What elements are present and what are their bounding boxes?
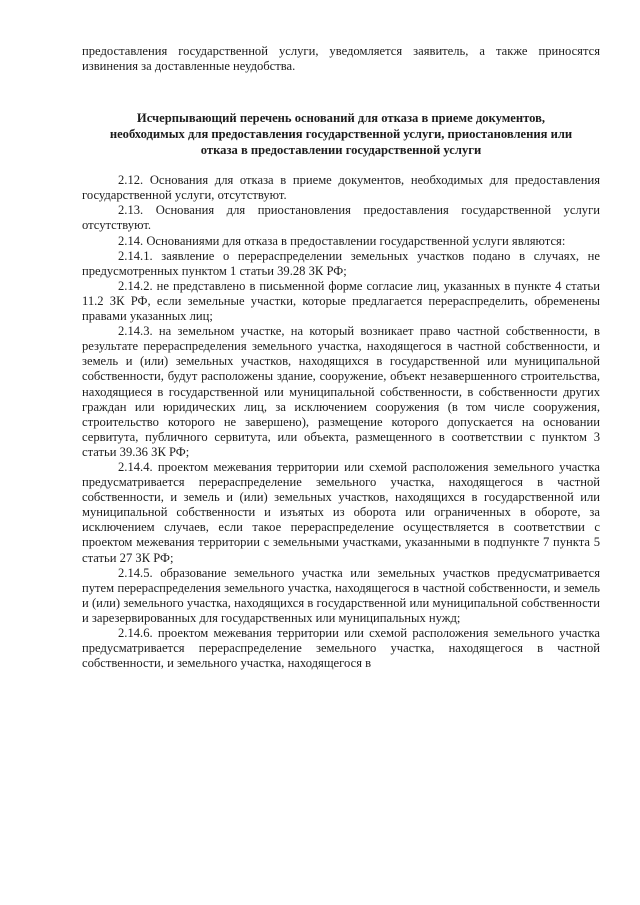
continuation-paragraph: предоставления государственной услуги, уведомляется заявитель, а также приносятся извинения за доставленные неудобства. [82, 44, 600, 74]
paragraph-2-14: 2.14. Основаниями для отказа в предоставлении государственной услуги являются: [118, 233, 566, 248]
paragraph-2-13: 2.13. Основания для приостановления предоставления государственной услуги отсутствуют. [82, 203, 600, 233]
paragraph-2-14-4: 2.14.4. проектом межевания территории или схемой расположения земельного участка предусматривается перераспределение земельного участка, находящегося в частной собственности, и земель и (или) земельных участков, находящихся в государственной или муниципальной собственности и изъятых из оборота или ограниченных в обороте, за исключением случаев, если такое перераспределение осуществляется в соответствии с проектом межевания территории с земельными участками, указанными в подпункте 7 пункта 5 статьи 27 ЗК РФ; [82, 459, 600, 565]
paragraph-2-14-5: 2.14.5. образование земельного участка или земельных участков предусматривается путем перераспределения земельного участка, находящегося в частной собственности, и земель и (или) земельного участка, находящихся в государственной или муниципальной собственности и зарезервированных для государственных или муниципальных нужд; [82, 565, 600, 625]
paragraph-2-14-2: 2.14.2. не представлено в письменной форме согласие лиц, указанных в пункте 4 статьи 11.2 ЗК РФ, если земельные участки, которые предлагается перераспределить, обременены правами указанных лиц; [82, 278, 600, 324]
paragraph-2-14-6: 2.14.6. проектом межевания территории или схемой расположения земельного участка предусматривается перераспределение земельного участка, находящегося в частной собственности, и земельного участка, находящегося в [82, 626, 600, 671]
paragraph-2-14-1: 2.14.1. заявление о перераспределении земельных участков подано в случаях, не предусмотренных пунктом 1 статьи 39.28 ЗК РФ; [82, 248, 600, 278]
document-page [82, 44, 600, 671]
section-heading: Исчерпывающий перечень оснований для отказа в приеме документов, необходимых для предоставления государственной услуги, приостановления или отказа в предоставлении государственной услуги [109, 111, 573, 158]
paragraph-2-14-3: 2.14.3. на земельном участке, на который возникает право частной собственности, в результате перераспределения земельного участка, находящегося в частной собственности, и земель и (или) земельных участков, находящихся в государственной или муниципальной собственности, будут расположены здание, сооружение, объект незавершенного строительства, находящиеся в государственной или муниципальной собственности, в собственности других граждан или юридических лиц, за исключением сооружения (в том числе сооружения, строительство которого не завершено), размещение которого допускается на основании сервитута, публичного сервитута, или объекта, размещенного в соответствии с пунктом 3 статьи 39.36 ЗК РФ; [82, 324, 600, 459]
paragraph-2-12: 2.12. Основания для отказа в приеме документов, необходимых для предоставления государственной услуги, отсутствуют. [82, 173, 600, 203]
